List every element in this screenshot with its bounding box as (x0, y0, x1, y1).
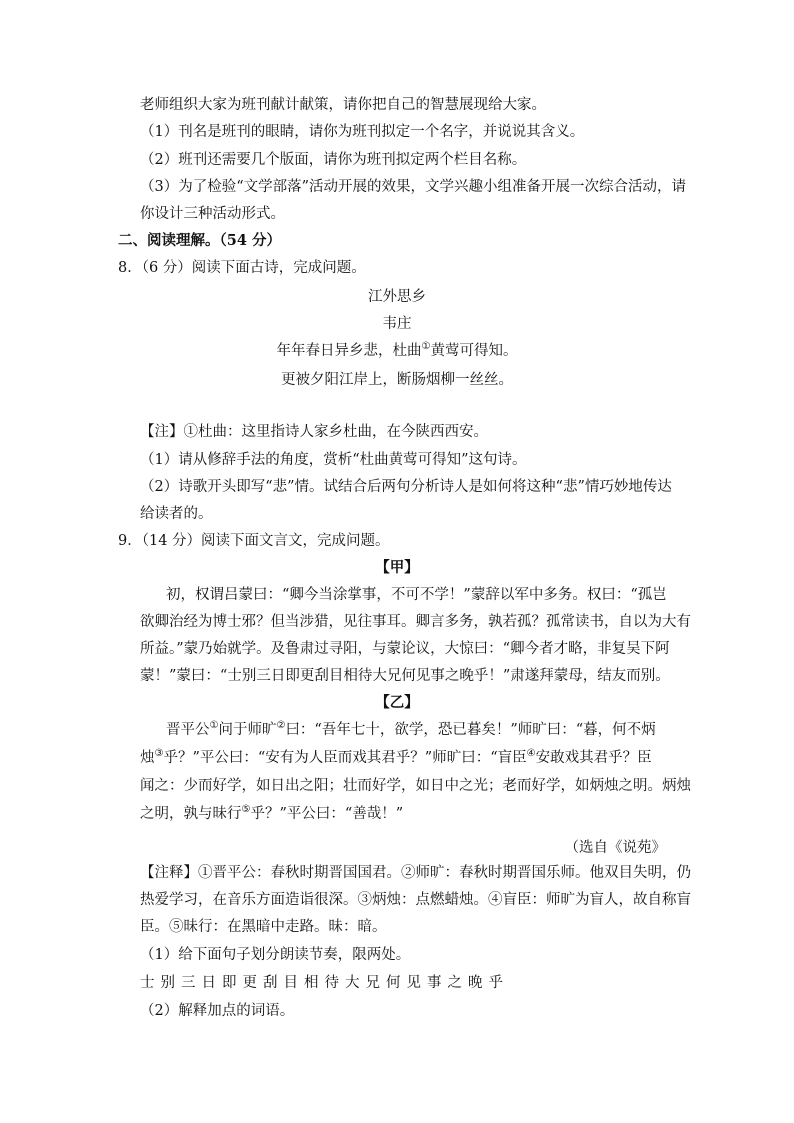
source-citation: （选自《说苑》 (564, 840, 666, 856)
q9-sub-1: （1）给下面句子划分朗读节奏，限两处。 (140, 947, 411, 963)
poem-line-2: 更被夕阳江岸上，断肠烟柳一丝丝。 (281, 372, 513, 388)
jia-label: 【甲】 (375, 559, 419, 576)
yi-line-1-a: 晋平公 (166, 722, 210, 738)
yi-line-4-b: 乎？”平公曰：“善哉！” (250, 806, 404, 822)
yi-line-2-a: 烛 (140, 750, 155, 766)
intro-question-3: （3）为了检验“文学部落”活动开展的效果，文学兴趣小组准备开展一次综合活动，请 (140, 179, 687, 195)
yi-line-1-b: 问于师旷 (218, 722, 277, 738)
section-heading: 二、阅读理解。（54 分） (118, 232, 281, 249)
q9-stem: 9．（14 分）阅读下面文言文，完成问题。 (118, 533, 390, 549)
footnote-mark: ⑤ (241, 804, 251, 816)
q8-sub-2: （2）诗歌开头即写“悲”情。试结合后两句分析诗人是如何将这种“悲”情巧妙地传达 (140, 479, 672, 495)
yi-line-3: 闻之：少而好学，如日出之阳；壮而好学，如日中之光；老而好学，如炳烛之明。炳烛 (140, 778, 691, 794)
intro-question-3-cont: 你设计三种活动形式。 (140, 206, 285, 222)
yi-line-4-a: 之明，孰与昧行 (140, 806, 242, 822)
q8-stem: 8．（6 分）阅读下面古诗，完成问题。 (118, 260, 366, 276)
poem-title: 江外思乡 (368, 289, 426, 305)
footnote-mark: ④ (526, 748, 536, 760)
q8-note: 【注】①杜曲：这里指诗人家乡杜曲，在今陕西西安。 (140, 424, 488, 440)
jia-line-2: 欲卿治经为博士邪？但当涉猎，见往事耳。卿言多务，孰若孤？孤常读书，自以为大有 (140, 614, 691, 630)
jia-line-4: 蒙！”蒙曰：“士别三日即更刮目相待大兄何见事之晚乎！”肃遂拜蒙母，结友而别。 (140, 668, 670, 684)
footnote-mark: ② (276, 720, 286, 732)
yi-line-4 (140, 804, 403, 824)
poem-line-1-a: 年年春日异乡悲，杜曲 (276, 343, 422, 359)
q8-sub-2-cont: 给读者的。 (140, 506, 213, 522)
jia-line-3: 所益。”蒙乃始就学。及鲁肃过寻阳，与蒙论议，大惊曰：“卿今者才略，非复吴下阿 (140, 641, 670, 657)
footnote-mark: ③ (154, 748, 164, 760)
intro-question-2: （2）班刊还需要几个版面，请你为班刊拟定两个栏目名称。 (140, 152, 527, 168)
rhythm-sentence: 士别三日即更刮目相待大兄何见事之晚乎 (140, 975, 509, 991)
yi-line-1-c: 曰：“吾年七十，欲学，恐已暮矣！”师旷曰：“暮，何不炳 (285, 722, 656, 738)
yi-line-1 (166, 720, 656, 740)
yi-line-2-c: 安敢戏其君乎？臣 (535, 750, 652, 766)
yi-line-2 (140, 748, 652, 768)
yi-line-2-b: 乎？”平公曰：“安有为人臣而戏其君乎？”师旷曰：“盲臣 (163, 750, 527, 766)
jia-line-1: 初，权谓吕蒙曰：“卿今当涂掌事，不可不学！”蒙辞以军中多务。权曰：“孤岂 (166, 587, 667, 603)
intro-question-1: （1）刊名是班刊的眼睛，请你为班刊拟定一个名字，并说说其含义。 (140, 124, 585, 140)
poem-line-1-b: 黄莺可得知。 (430, 343, 518, 359)
footnote-mark: ① (209, 720, 219, 732)
poem-author: 韦庄 (382, 316, 412, 332)
intro-line-1: 老师组织大家为班刊献计献策，请你把自己的智慧展现给大家。 (140, 97, 546, 113)
q8-sub-1: （1）请从修辞手法的角度，赏析“杜曲黄莺可得知”这句诗。 (140, 452, 527, 468)
notes-line-2: 热爱学习，在音乐方面造诣很深。③炳烛：点燃蜡烛。④盲臣：师旷为盲人，故自称盲 (140, 892, 691, 908)
notes-line-1: 【注释】①晋平公：春秋时期晋国国君。②师旷：春秋时期晋国乐师。他双目失明，仍 (140, 865, 691, 881)
poem-line-1 (0, 341, 794, 361)
yi-label: 【乙】 (375, 694, 419, 711)
q9-sub-2: （2）解释加点的词语。 (140, 1003, 295, 1019)
notes-line-3: 臣。⑤昧行：在黑暗中走路。昧：暗。 (140, 919, 387, 935)
footnote-mark: ① (421, 341, 431, 353)
